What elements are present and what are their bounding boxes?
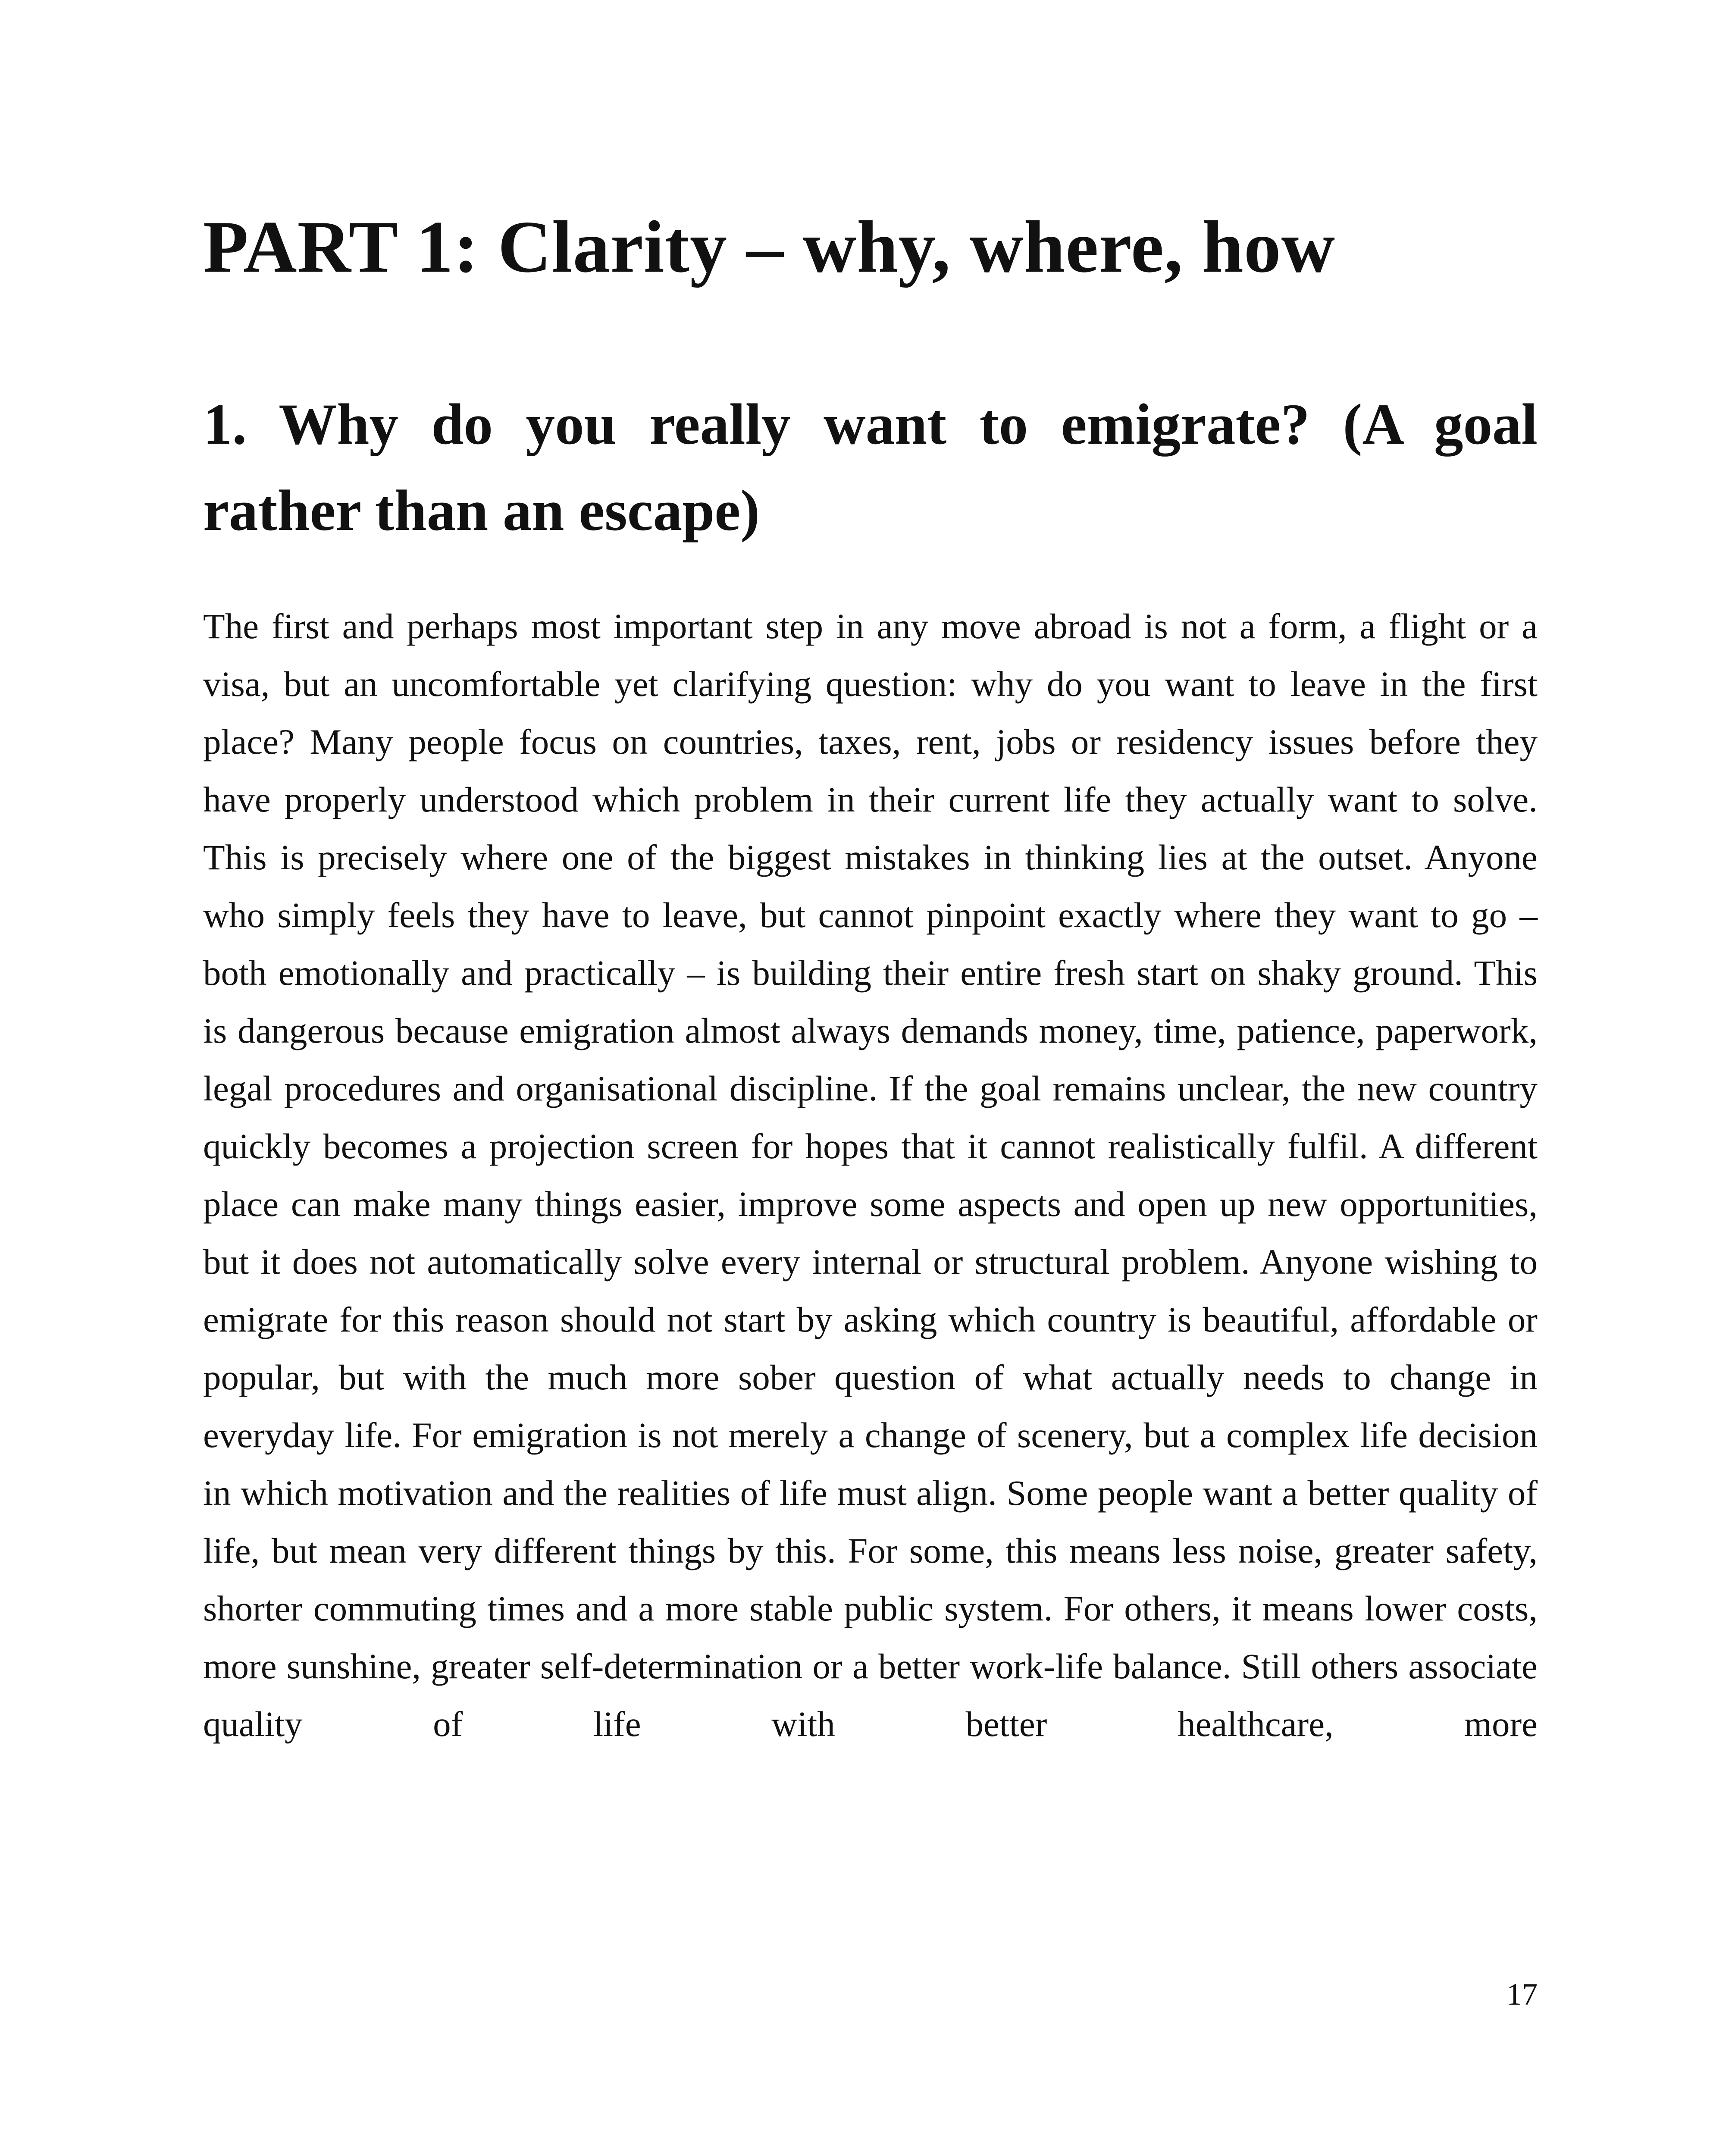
chapter-heading: 1. Why do you really want to emigrate? (A goal rather than an escape) xyxy=(203,392,1538,543)
part-heading: PART 1: Clarity – why, where, how xyxy=(203,206,1336,288)
body-paragraph: The first and perhaps most important step in any move abroad is not a form, a flight or a visa, but an uncomfortable yet clarifying question: why do you want to leave in the first place? Many people focus on countries, taxes, rent, jobs or residency issues before they have properly understood which problem in their current life they actually want to solve. This is precisely where one of the biggest mistakes in thinking lies at the outset. Anyone who simply feels they have to leave, but cannot pinpoint exactly where they want to go – both emotionally and practically – is building their entire fresh start on shaky ground. This is dangerous because emigration almost always demands money, time, patience, paperwork, legal procedures and organisational discipline. If the goal remains unclear, the new country quickly becomes a projection screen for hopes that it cannot realistically fulfil. A different place can make many things easier, improve some aspects and open up new opportunities, but it does not automatically solve every internal or structural problem. Anyone wishing to emigrate for this reason should not start by asking which country is beautiful, affordable or popular, but with the much more sober question of what actually needs to change in everyday life. For emigration is not merely a change of scenery, but a complex life decision in which motivation and the realities of life must align. Some people want a better quality of life, but mean very different things by this. For some, this means less noise, greater safety, shorter commuting times and a more stable public system. For others, it means lower costs, more sunshine, greater self-determination or a better work-life balance. Still others associate quality of life with better healthcare, more xyxy=(203,606,1538,1744)
page-number: 17 xyxy=(1506,1977,1538,2012)
